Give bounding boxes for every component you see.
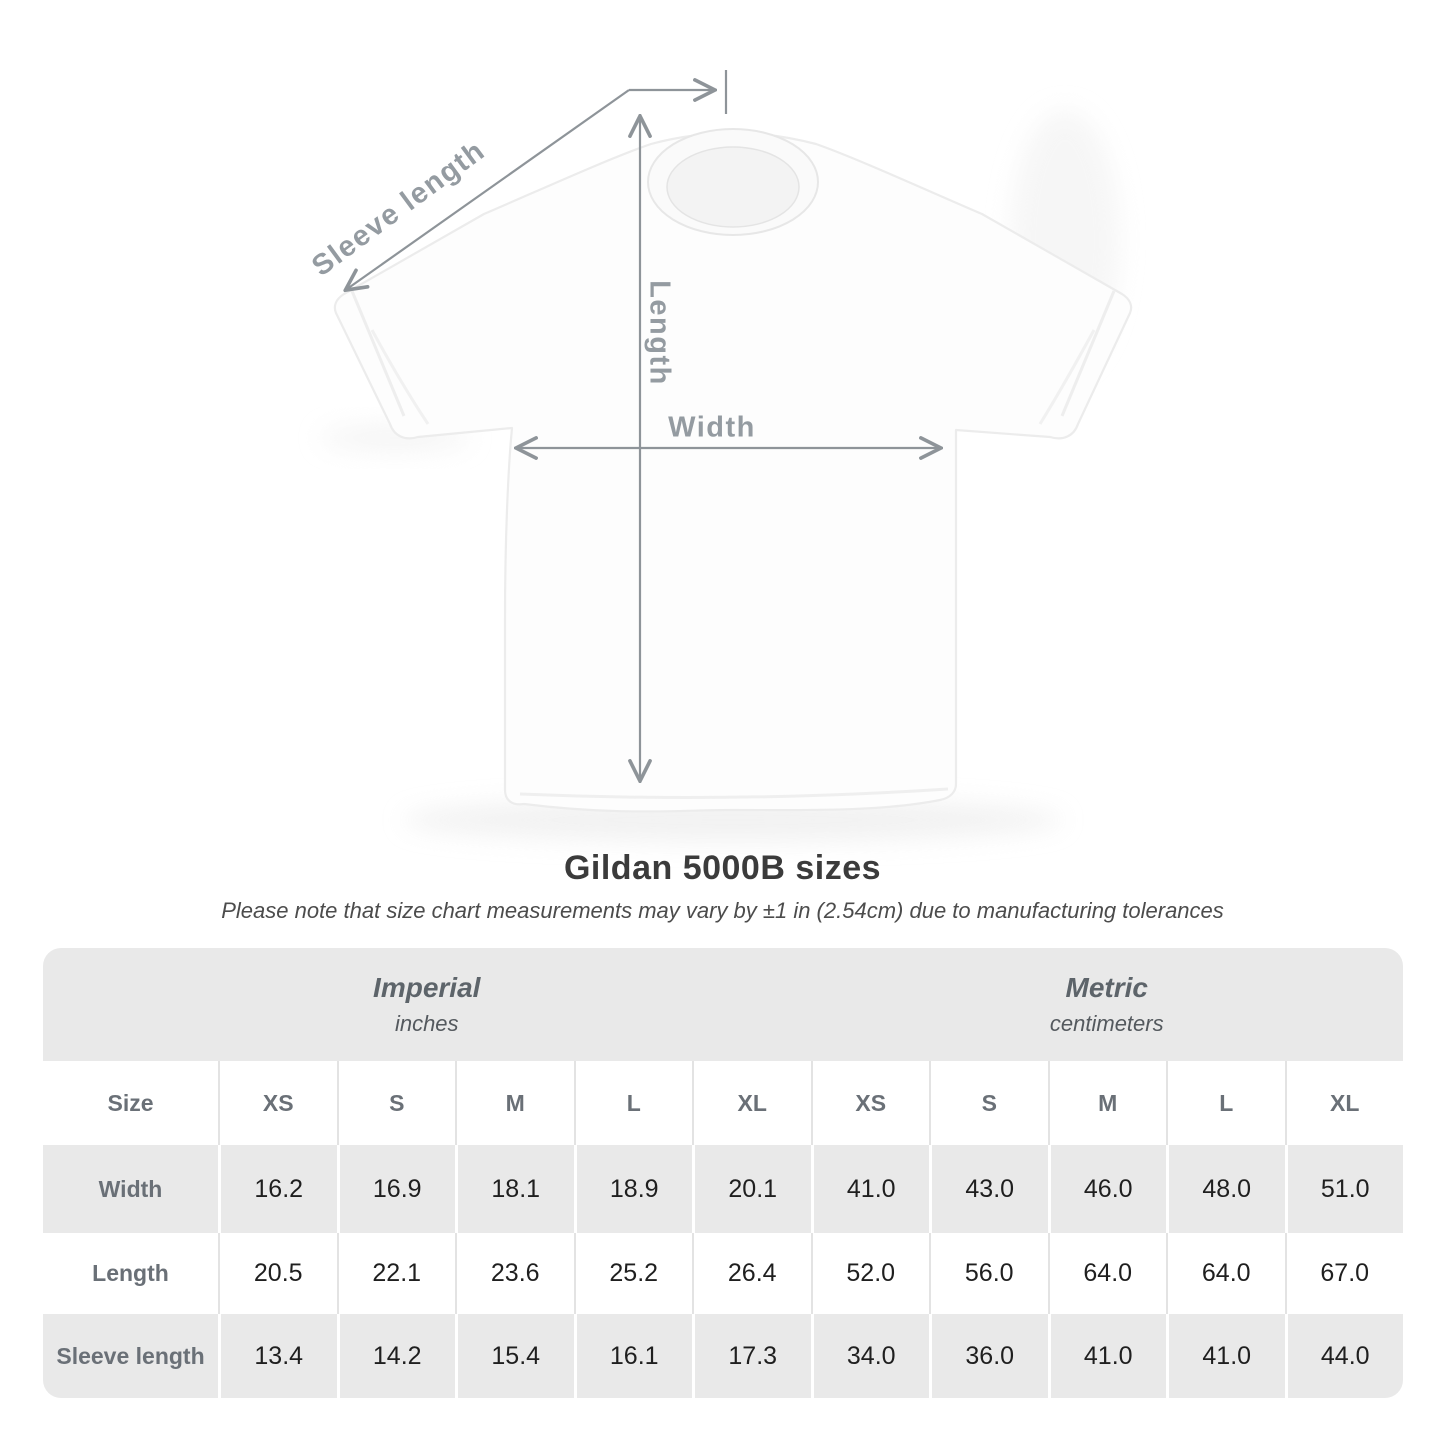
metric-header (811, 948, 1404, 1061)
value-cell: 44.0 (1285, 1314, 1404, 1398)
size-table (43, 948, 1403, 1398)
size-col-header: L (1166, 1061, 1285, 1145)
value-cell: 43.0 (929, 1145, 1048, 1233)
size-col-header: XS (218, 1061, 337, 1145)
value-cell: 14.2 (337, 1314, 456, 1398)
value-cell: 25.2 (574, 1233, 693, 1314)
imperial-header (43, 948, 811, 1061)
size-col-header: XL (692, 1061, 811, 1145)
value-cell: 51.0 (1285, 1145, 1404, 1233)
size-col-header: XL (1285, 1061, 1404, 1145)
value-cell: 41.0 (1048, 1314, 1167, 1398)
value-cell: 16.1 (574, 1314, 693, 1398)
value-cell: 16.9 (337, 1145, 456, 1233)
size-col-header: L (574, 1061, 693, 1145)
length-label: Length (643, 280, 676, 386)
size-col-header: M (1048, 1061, 1167, 1145)
value-cell: 64.0 (1048, 1233, 1167, 1314)
row-label-width: Width (43, 1145, 218, 1233)
value-cell: 17.3 (692, 1314, 811, 1398)
imperial-header-unit: inches (394, 1011, 459, 1036)
imperial-header-name: Imperial (373, 972, 481, 1003)
value-cell: 41.0 (811, 1145, 930, 1233)
value-cell: 16.2 (218, 1145, 337, 1233)
metric-header-name: Metric (1065, 972, 1148, 1003)
tolerance-note: Please note that size chart measurements may vary by ±1 in (2.54cm) due to manufacturing tolerances (221, 898, 1224, 923)
size-col-header: S (337, 1061, 456, 1145)
sleeve-length-label: Sleeve length (306, 134, 492, 283)
value-cell: 23.6 (455, 1233, 574, 1314)
value-cell: 15.4 (455, 1314, 574, 1398)
value-cell: 20.5 (218, 1233, 337, 1314)
collar-opening (667, 147, 799, 227)
value-cell: 13.4 (218, 1314, 337, 1398)
size-col-header: M (455, 1061, 574, 1145)
value-cell: 18.9 (574, 1145, 693, 1233)
width-label: Width (668, 411, 756, 444)
value-cell: 20.1 (692, 1145, 811, 1233)
value-cell: 22.1 (337, 1233, 456, 1314)
size-col-header: S (929, 1061, 1048, 1145)
value-cell: 41.0 (1166, 1314, 1285, 1398)
value-cell: 26.4 (692, 1233, 811, 1314)
value-cell: 18.1 (455, 1145, 574, 1233)
value-cell: 46.0 (1048, 1145, 1167, 1233)
row-label-sleeve-length: Sleeve length (43, 1314, 218, 1398)
value-cell: 34.0 (811, 1314, 930, 1398)
size-row-label: Size (43, 1061, 218, 1145)
value-cell: 56.0 (929, 1233, 1048, 1314)
page-title: Gildan 5000B sizes (563, 849, 882, 887)
row-label-length: Length (43, 1233, 218, 1314)
value-cell: 52.0 (811, 1233, 930, 1314)
value-cell: 67.0 (1285, 1233, 1404, 1314)
value-cell: 36.0 (929, 1314, 1048, 1398)
value-cell: 64.0 (1166, 1233, 1285, 1314)
metric-header-unit: centimeters (1049, 1011, 1164, 1036)
value-cell: 48.0 (1166, 1145, 1285, 1233)
size-col-header: XS (811, 1061, 930, 1145)
